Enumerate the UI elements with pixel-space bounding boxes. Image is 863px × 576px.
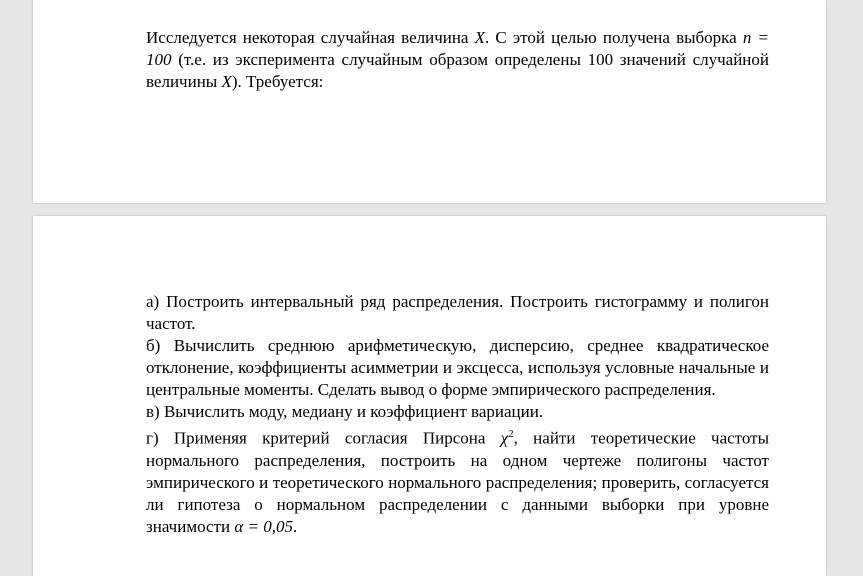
significance-level-formula: α = 0,05 bbox=[234, 516, 293, 536]
task-item-g-part1: г) Применяя критерий согласия Пирсона bbox=[146, 428, 501, 448]
document-page-2 bbox=[33, 216, 826, 576]
task-item-g-end: . bbox=[293, 516, 298, 536]
variable-x: X bbox=[474, 28, 486, 47]
intro-paragraph bbox=[146, 27, 769, 93]
task-item-g-part2: , найти теоретические частоты нормального распределения, построить на одном чертеже полигоны частот эмпирического и теоретического нормального распределения; проверить, согласуется ли гипотеза о нормальном распределении с данными выборки при уровне значимости bbox=[146, 428, 769, 536]
task-item-b: б) Вычислить среднюю арифметическую, дисперсию, среднее квадратическое отклонение, коэффициенты асимметрии и эксцесса, используя условные начальные и центральные моменты. Сделать вывод о форме эмпирического распределения. bbox=[146, 336, 769, 399]
task-item-a: а) Построить интервальный ряд распределения. Построить гистограмму и полигон частот. bbox=[146, 292, 769, 333]
intro-text-part1: Исследуется некоторая случайная величина bbox=[146, 28, 475, 47]
chi-symbol: χ bbox=[500, 428, 509, 448]
task-list bbox=[146, 291, 769, 538]
intro-text-part3: (т.е. из эксперимента случайным образом определены 100 значений случайной величины bbox=[146, 50, 769, 91]
variable-x-2: X bbox=[221, 72, 232, 91]
chi-superscript: 2 bbox=[508, 428, 514, 440]
document-page-1 bbox=[33, 0, 826, 203]
intro-text bbox=[146, 27, 769, 93]
task-item-v: в) Вычислить моду, медиану и коэффициент вариации. bbox=[146, 402, 544, 421]
sample-size-formula: n = 100 bbox=[146, 28, 769, 69]
intro-text-part4: ). Требуется: bbox=[231, 72, 324, 91]
task-item-g bbox=[146, 423, 769, 538]
intro-text-part2: . С этой целью получена выборка bbox=[485, 28, 743, 47]
